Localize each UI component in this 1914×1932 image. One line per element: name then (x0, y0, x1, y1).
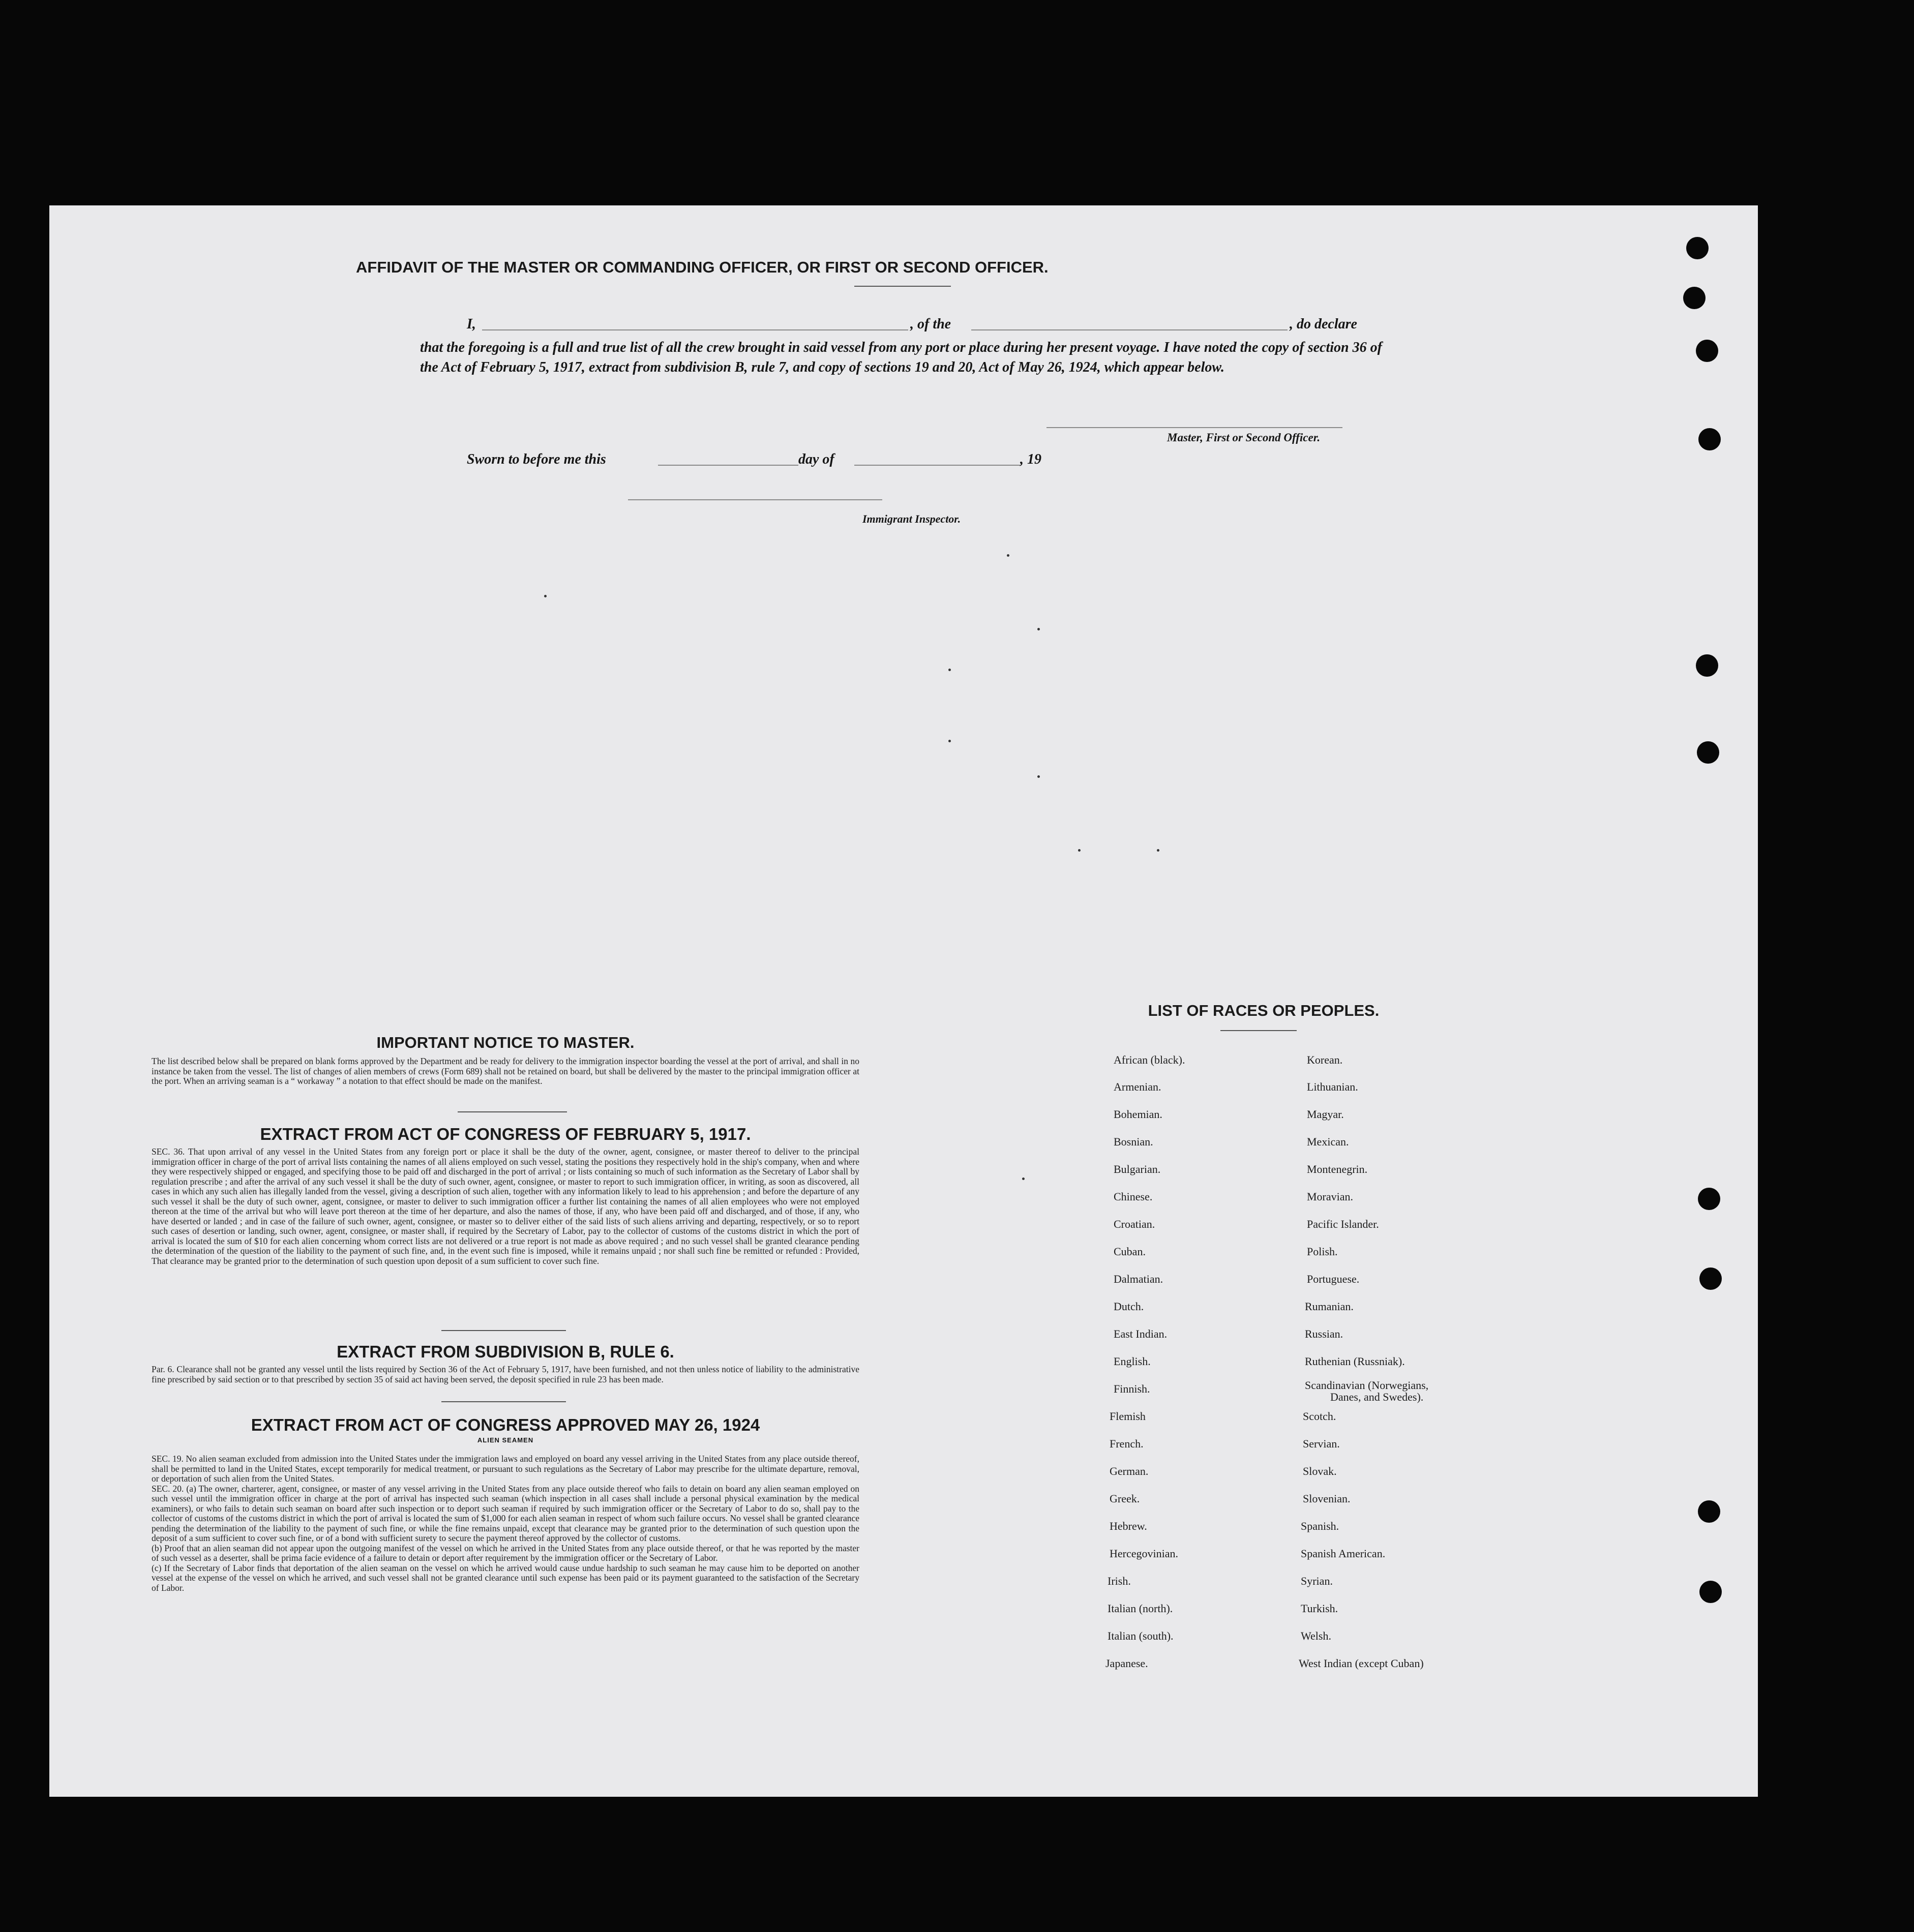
extract-1924-body (152, 1454, 859, 1593)
race-item: Dutch. (1114, 1300, 1144, 1313)
section-divider (458, 1111, 567, 1112)
binder-hole (1683, 287, 1706, 309)
bleed-mark (948, 740, 951, 742)
race-item: Scotch. (1303, 1410, 1336, 1423)
extract-1924-title: EXTRACT FROM ACT OF CONGRESS APPROVED MAY 26, 1924 (251, 1415, 760, 1434)
sworn-day-field[interactable] (658, 465, 798, 466)
inspector-caption: Immigrant Inspector. (862, 512, 961, 525)
race-item: Greek. (1110, 1492, 1140, 1505)
affidavit-line1-end: , do declare (1290, 316, 1357, 332)
extract-1917-title: EXTRACT FROM ACT OF CONGRESS OF FEBRUARY 5, 1917. (260, 1125, 751, 1143)
race-item: Turkish. (1301, 1602, 1338, 1615)
race-item: English. (1114, 1355, 1151, 1368)
affidavit-title: AFFIDAVIT OF THE MASTER OR COMMANDING OFFICER, OR FIRST OR SECOND OFFICER. (356, 258, 1049, 276)
race-item: Montenegrin. (1307, 1163, 1368, 1175)
race-item: Welsh. (1301, 1629, 1331, 1642)
master-signature-field[interactable] (1046, 427, 1342, 428)
race-item: Armenian. (1114, 1080, 1161, 1093)
race-item: Portuguese. (1307, 1273, 1360, 1285)
bleed-mark (1037, 775, 1040, 778)
race-item: East Indian. (1114, 1327, 1168, 1340)
race-item: Flemish (1110, 1410, 1146, 1423)
extract-1924-subtitle: ALIEN SEAMEN (477, 1436, 534, 1444)
sec-20c-text: (c) If the Secretary of Labor finds that deportation of the alien seaman on the vessel on which he arrived would cause undue hardship to such seaman he may cause him to be deported on another vessel at the expense of the vessel on which he arrived, and such vessel shall not be granted clearance until such expense has been paid or its payment guaranteed to the satisfaction of the Secretary of Labor. (152, 1562, 859, 1593)
bleed-mark (1022, 1178, 1025, 1180)
notice-title: IMPORTANT NOTICE TO MASTER. (376, 1034, 635, 1051)
race-item: Lithuanian. (1307, 1080, 1358, 1093)
binder-hole (1696, 654, 1718, 677)
races-title: LIST OF RACES OR PEOPLES. (1148, 1002, 1380, 1019)
notice-body: The list described below shall be prepared on blank forms approved by the Department and be ready for delivery to the immigration inspector boarding the vessel at the port of arrival, and shall in no instance be taken from the vessel. The list of changes of alien members of crews (Form 689) shall not be retained on board, but shall be delivered by the master to the principal immigration officer at the port. When an arriving seaman is a “ workaway ” a notation to that effect should be made on the manifest. (152, 1056, 859, 1086)
race-item: Italian (north). (1108, 1602, 1173, 1615)
bleed-mark (1037, 628, 1040, 630)
race-item: Magyar. (1307, 1108, 1344, 1121)
race-item: Servian. (1303, 1437, 1340, 1450)
race-item: Irish. (1108, 1575, 1131, 1587)
race-item: Bulgarian. (1114, 1163, 1161, 1175)
race-item: African (black). (1114, 1053, 1185, 1066)
race-item: Hebrew. (1110, 1520, 1147, 1532)
race-item: Bosnian. (1114, 1135, 1153, 1148)
race-item: Cuban. (1114, 1245, 1146, 1258)
declarant-name-field[interactable] (482, 329, 908, 330)
race-item: Danes, and Swedes). (1330, 1391, 1424, 1403)
race-item: Spanish American. (1301, 1547, 1386, 1560)
sworn-month-field[interactable] (854, 465, 1020, 466)
section-divider (441, 1330, 566, 1331)
binder-hole (1686, 237, 1709, 259)
binder-hole (1699, 1267, 1722, 1290)
race-item: Croatian. (1114, 1218, 1155, 1230)
binder-hole (1698, 428, 1721, 450)
race-item: Slovenian. (1303, 1492, 1351, 1505)
race-item: Korean. (1307, 1053, 1343, 1066)
race-item: Spanish. (1301, 1520, 1339, 1532)
subdivision-b-body: Par. 6. Clearance shall not be granted any vessel until the lists required by Section 36 of the Act of February 5, 1917, have been furnished, and not then unless notice of liability to the administrative fine prescribed by said section or to that prescribed by section 35 of said act having been served, the deposit specified in rule 23 has been made. (152, 1364, 859, 1384)
race-item: Chinese. (1114, 1190, 1153, 1203)
sec-19-text: SEC. 19. No alien seaman excluded from admission into the United States under the immigration laws and employed on board any vessel arriving in the United States from any place outside thereof, shall be permitted to land in the United States, except temporarily for medical treatment, or pursuant to such regulations as the Secretary of Labor may prescribe for the ultimate departure, removal, or deportation of such alien from the United States. (152, 1454, 859, 1484)
title-underline (1220, 1030, 1297, 1031)
race-item: Scandinavian (Norwegians, (1305, 1379, 1429, 1392)
master-caption: Master, First or Second Officer. (1167, 431, 1321, 444)
race-item: Japanese. (1105, 1657, 1148, 1670)
binder-hole (1698, 1188, 1720, 1210)
race-item: Ruthenian (Russniak). (1305, 1355, 1405, 1368)
race-item: Bohemian. (1114, 1108, 1162, 1121)
race-item: Polish. (1307, 1245, 1338, 1258)
bleed-mark (1007, 554, 1009, 557)
bleed-mark (544, 595, 547, 597)
race-item: Syrian. (1301, 1575, 1333, 1587)
race-item: Mexican. (1307, 1135, 1349, 1148)
sec-20a-text: SEC. 20. (a) The owner, charterer, agent, consignee, or master of any vessel arriving in the United States from any place outside thereof who fails to detain on board any alien seaman employed on such vessel until the immigration officer in charge at the port of arrival has inspected such seaman (which inspection in all cases shall include a personal physical examination by the medical examiners), or who fails to detain such seaman on board after such inspection or to deport such seaman if required by such immigration officer or the Secretary of Labor to do so, shall pay to the collector of customs of the customs district in which the port of arrival is located the sum of $1,000 for each alien seaman in respect of whom such failure occurs. No vessel shall be granted clearance pending the determination of the liability to the payment of such fine, or while the fine remains unpaid, except that clearance may be granted prior to the determination of such question upon the deposit of a sum sufficient to cover such fine, or of a bond with sufficient surety to secure the payment thereof approved by the collector of customs. (152, 1483, 859, 1543)
race-item: Moravian. (1307, 1190, 1354, 1203)
sworn-mid: day of (798, 451, 834, 467)
bleed-mark (1157, 849, 1159, 852)
race-item: Finnish. (1114, 1382, 1150, 1395)
bleed-mark (1078, 849, 1081, 852)
sec-20b-text: (b) Proof that an alien seaman did not appear upon the outgoing manifest of the vessel on which he arrived in the United States from any place outside thereof, or that he was reported by the master of such vessel as a deserter, shall be prima facie evidence of a failure to detain or deport after requirement by the immigration officer or the Secretary of Labor. (152, 1543, 859, 1563)
binder-hole (1698, 1500, 1720, 1523)
affidavit-line1-start: I, (467, 316, 476, 332)
extract-1917-body: SEC. 36. That upon arrival of any vessel in the United States from any foreign port or place it shall be the duty of the owner, agent, consignee, or master thereof to deliver to the principal immigration officer in charge of the port of arrival lists containing the names of all aliens employed on such vessel, stating the positions they respectively hold in the ship's company, when and where they were respectively shipped or engaged, and specifying those to be paid off and discharged in the port of arrival ; or lists containing so much of such information as the Secretary of Labor shall by regulation prescribe ; and after the arrival of any such vessel it shall be the duty of such owner, agent, consignee, or master to report to such immigration officer, in writing, as soon as discovered, all cases in which any such alien has illegally landed from the vessel, giving a description of such alien, together with any information likely to lead to his apprehension ; and before the departure of any such vessel it shall be the duty of such owner, agent, consignee, or master to deliver to such immigration officer a further list containing the names of all alien employees who were not employed thereon at the time of the arrival but who will leave port thereon at the time of her departure, and also the names of those, if any, who have been paid off and discharged, and of those, if any, who have deserted or landed ; and in case of the failure of such owner, agent, consignee, or master so to deliver either of the said lists of such aliens arriving and departing, respectively, or so to report such cases of desertion or landing, such owner, agent, consignee, or master shall, if required by the Secretary of Labor, pay to the collector of customs of the customs district in which the port of arrival is located the sum of $10 for each alien concerning whom correct lists are not delivered or a true report is not made as above required ; and no such vessel shall be granted clearance pending the determination of the question of the liability to the payment of such fine, and, in the event such fine is imposed, while it remains unpaid ; nor shall such fine be remitted or refunded : Provided, That clearance may be granted prior to the determination of such question upon deposit of a sum sufficient to cover such fine. (152, 1146, 859, 1266)
binder-hole (1696, 340, 1718, 362)
bleed-mark (948, 669, 951, 671)
race-item: Hercegovinian. (1110, 1547, 1178, 1560)
race-item: West Indian (except Cuban) (1299, 1657, 1424, 1670)
vessel-name-field[interactable] (971, 329, 1288, 330)
race-item: German. (1110, 1465, 1149, 1477)
race-item: Dalmatian. (1114, 1273, 1163, 1285)
affidavit-line1-mid: , of the (910, 316, 951, 332)
sworn-start: Sworn to before me this (467, 451, 606, 467)
binder-hole (1699, 1581, 1722, 1603)
race-item: Italian (south). (1108, 1629, 1174, 1642)
section-divider (441, 1401, 566, 1402)
inspector-signature-field[interactable] (628, 499, 882, 500)
affidavit-body: that the foregoing is a full and true list of all the crew brought in said vessel from any port or place during her present voyage. I have noted the copy of section 36 of the Act of February 5, 1917, extract from subdivision B, rule 7, and copy of sections 19 and 20, Act of May 26, 1924, which appear below. (420, 340, 1382, 375)
race-item: Slovak. (1303, 1465, 1337, 1477)
race-item: French. (1110, 1437, 1144, 1450)
subdivision-b-title: EXTRACT FROM SUBDIVISION B, RULE 6. (337, 1342, 674, 1361)
race-item: Rumanian. (1305, 1300, 1354, 1313)
title-underline (854, 286, 951, 287)
sworn-end: , 19 (1020, 451, 1041, 467)
binder-hole (1697, 741, 1719, 764)
race-item: Pacific Islander. (1307, 1218, 1379, 1230)
race-item: Russian. (1305, 1327, 1343, 1340)
